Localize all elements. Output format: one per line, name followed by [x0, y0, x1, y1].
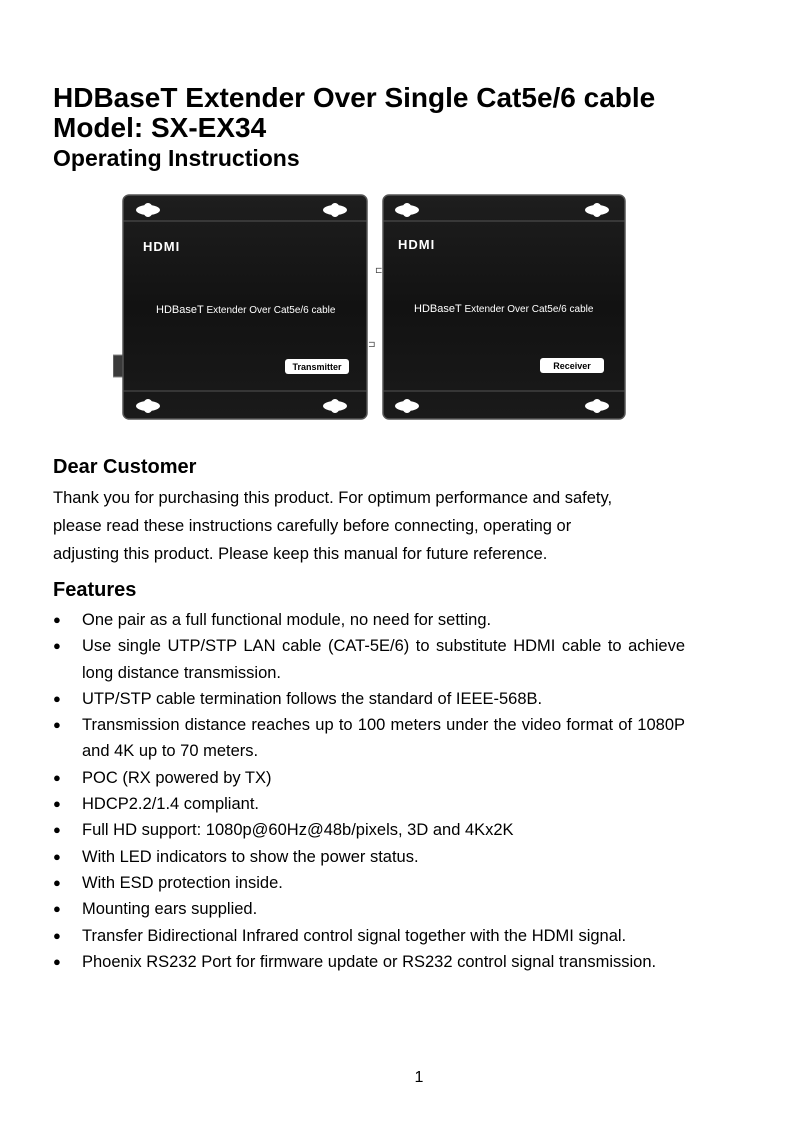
bullet-icon: ●	[53, 769, 61, 785]
transmitter-side-connector	[113, 355, 123, 377]
transmitter-hdmi-logo: HDMI	[143, 239, 181, 254]
feature-item: ● POC (RX powered by TX)	[53, 765, 685, 791]
dear-customer-line: adjusting this product. Please keep this manual for future reference.	[53, 545, 548, 563]
transmitter-edge-mark-top: ⊏	[375, 266, 383, 276]
feature-item: ● Phoenix RS232 Port for firmware update or RS232 control signal transmission.	[53, 949, 685, 975]
product-photo	[113, 193, 633, 423]
feature-item: ● With LED indicators to show the power status.	[53, 844, 685, 870]
bullet-icon: ●	[53, 901, 61, 917]
feature-item: ● Transmission distance reaches up to 100 meters under the video format of 1080P and 4K up to 70 meters.	[53, 712, 685, 765]
receiver-hdmi-logo: HDMI	[398, 237, 436, 252]
dear-customer-paragraph	[53, 484, 693, 568]
transmitter-badge-label: Transmitter	[292, 362, 342, 372]
document-title-line-1: HDBaseT Extender Over Single Cat5e/6 cable	[53, 82, 656, 113]
bullet-icon: ●	[53, 953, 61, 969]
feature-item: ● HDCP2.2/1.4 compliant.	[53, 791, 685, 817]
feature-item: ● With ESD protection inside.	[53, 870, 685, 896]
feature-item: ● UTP/STP cable termination follows the standard of IEEE-568B.	[53, 686, 685, 712]
receiver-badge-label: Receiver	[553, 361, 591, 371]
feature-item: ● One pair as a full functional module, no need for setting.	[53, 607, 685, 633]
dear-customer-line: Thank you for purchasing this product. For optimum performance and safety,	[53, 489, 613, 507]
bullet-icon: ●	[53, 612, 61, 627]
receiver-product-label: HDBaseT Extender Over Cat5e/6 cable	[414, 303, 594, 315]
bullet-icon: ●	[53, 874, 61, 890]
bullet-icon: ●	[53, 848, 61, 864]
receiver-edge-mark: ⊐	[368, 340, 376, 350]
dear-customer-heading: Dear Customer	[53, 456, 197, 478]
bullet-icon: ●	[53, 927, 61, 943]
bullet-icon: ●	[53, 796, 61, 812]
features-list	[53, 607, 693, 975]
page-number: 1	[414, 1069, 424, 1086]
feature-item: ● Transfer Bidirectional Infrared control signal together with the HDMI signal.	[53, 923, 685, 949]
transmitter-product-label: HDBaseT Extender Over Cat5e/6 cable	[156, 304, 336, 316]
bullet-icon: ●	[53, 638, 61, 654]
features-heading: Features	[53, 579, 137, 601]
receiver-unit	[368, 195, 625, 419]
document-title-model: Model: SX-EX34	[53, 112, 267, 143]
document-subtitle: Operating Instructions	[53, 145, 300, 171]
dear-customer-line: please read these instructions carefully before connecting, operating or	[53, 517, 572, 535]
bullet-icon: ●	[53, 717, 61, 733]
feature-item: ● Mounting ears supplied.	[53, 896, 685, 922]
feature-item: ● Full HD support: 1080p@60Hz@48b/pixels, 3D and 4Kx2K	[53, 817, 685, 843]
bullet-icon: ●	[53, 822, 61, 838]
transmitter-unit	[113, 195, 383, 419]
bullet-icon: ●	[53, 690, 61, 706]
feature-item: ● Use single UTP/STP LAN cable (CAT-5E/6) to substitute HDMI cable to achieve long distance transmission.	[53, 633, 685, 686]
